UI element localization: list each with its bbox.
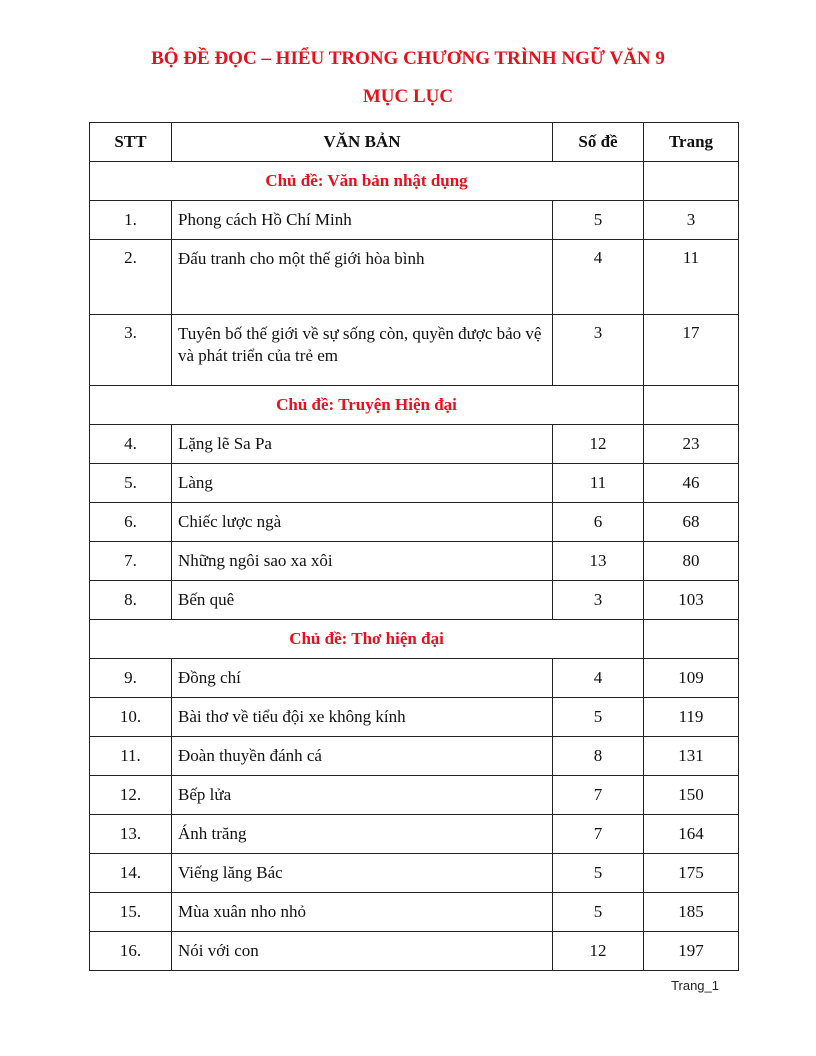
row-so-de: 4 [553,659,644,698]
row-so-de: 5 [553,201,644,240]
row-stt: 4. [90,425,172,464]
header-trang: Trang [644,123,739,162]
row-stt: 6. [90,503,172,542]
row-title: Bến quê [172,581,553,620]
section-row [90,162,739,201]
row-trang: 23 [644,425,739,464]
section-empty-cell [644,162,739,201]
row-stt: 13. [90,815,172,854]
header-so-de: Số đề [553,123,644,162]
row-stt: 16. [90,932,172,971]
table-row [90,201,739,240]
table-row [90,854,739,893]
row-so-de: 5 [553,893,644,932]
row-stt: 5. [90,464,172,503]
row-title: Đồng chí [172,659,553,698]
row-title: Lặng lẽ Sa Pa [172,425,553,464]
row-title: Chiếc lược ngà [172,503,553,542]
row-trang: 3 [644,201,739,240]
document-title: BỘ ĐỀ ĐỌC – HIỂU TRONG CHƯƠNG TRÌNH NGỮ VĂN 9 [151,48,665,69]
table-row [90,815,739,854]
row-stt: 10. [90,698,172,737]
row-trang: 185 [644,893,739,932]
row-so-de: 6 [553,503,644,542]
row-so-de: 5 [553,854,644,893]
row-title: Làng [172,464,553,503]
header-row [90,123,739,162]
row-title: Những ngôi sao xa xôi [172,542,553,581]
row-stt: 9. [90,659,172,698]
table-row [90,581,739,620]
row-stt: 1. [90,201,172,240]
row-stt: 15. [90,893,172,932]
row-trang: 11 [644,240,739,315]
table-row [90,315,739,386]
row-title: Bếp lửa [172,776,553,815]
table-row [90,737,739,776]
row-stt: 11. [90,737,172,776]
row-title: Đoàn thuyền đánh cá [172,737,553,776]
section-row [90,386,739,425]
section-heading: Chủ đề: Truyện Hiện đại [90,386,644,425]
row-so-de: 7 [553,815,644,854]
row-trang: 164 [644,815,739,854]
table-row [90,776,739,815]
header-stt: STT [90,123,172,162]
row-stt: 7. [90,542,172,581]
row-trang: 80 [644,542,739,581]
table-of-contents-heading: MỤC LỤC [362,86,454,107]
row-trang: 150 [644,776,739,815]
row-title: Tuyên bố thế giới về sự sống còn, quyền được bảo vệ và phát triển của trẻ em [172,315,553,386]
row-trang: 197 [644,932,739,971]
row-trang: 119 [644,698,739,737]
row-trang: 103 [644,581,739,620]
table-row [90,240,739,315]
table-of-contents [89,122,739,971]
row-trang: 17 [644,315,739,386]
row-trang: 68 [644,503,739,542]
table-row [90,698,739,737]
row-trang: 46 [644,464,739,503]
row-so-de: 13 [553,542,644,581]
header-van-ban: VĂN BẢN [172,123,553,162]
row-title: Mùa xuân nho nhỏ [172,893,553,932]
row-stt: 12. [90,776,172,815]
row-title: Nói với con [172,932,553,971]
row-title: Đấu tranh cho một thế giới hòa bình [172,240,553,315]
row-stt: 14. [90,854,172,893]
row-trang: 131 [644,737,739,776]
section-heading: Chủ đề: Văn bản nhật dụng [90,162,644,201]
table-row [90,659,739,698]
row-stt: 8. [90,581,172,620]
table-row [90,542,739,581]
row-title: Phong cách Hồ Chí Minh [172,201,553,240]
row-so-de: 8 [553,737,644,776]
row-stt: 2. [90,240,172,315]
row-so-de: 5 [553,698,644,737]
table-row [90,503,739,542]
table-row [90,464,739,503]
row-so-de: 11 [553,464,644,503]
row-so-de: 3 [553,315,644,386]
row-title: Bài thơ về tiểu đội xe không kính [172,698,553,737]
row-title: Ánh trăng [172,815,553,854]
table-row [90,893,739,932]
row-trang: 109 [644,659,739,698]
section-empty-cell [644,386,739,425]
row-stt: 3. [90,315,172,386]
page-number: Trang_1 [671,978,719,993]
row-so-de: 7 [553,776,644,815]
row-trang: 175 [644,854,739,893]
row-so-de: 3 [553,581,644,620]
table-row [90,932,739,971]
row-so-de: 4 [553,240,644,315]
section-heading: Chủ đề: Thơ hiện đại [90,620,644,659]
table-row [90,425,739,464]
row-title: Viếng lăng Bác [172,854,553,893]
section-empty-cell [644,620,739,659]
row-so-de: 12 [553,932,644,971]
section-row [90,620,739,659]
row-so-de: 12 [553,425,644,464]
